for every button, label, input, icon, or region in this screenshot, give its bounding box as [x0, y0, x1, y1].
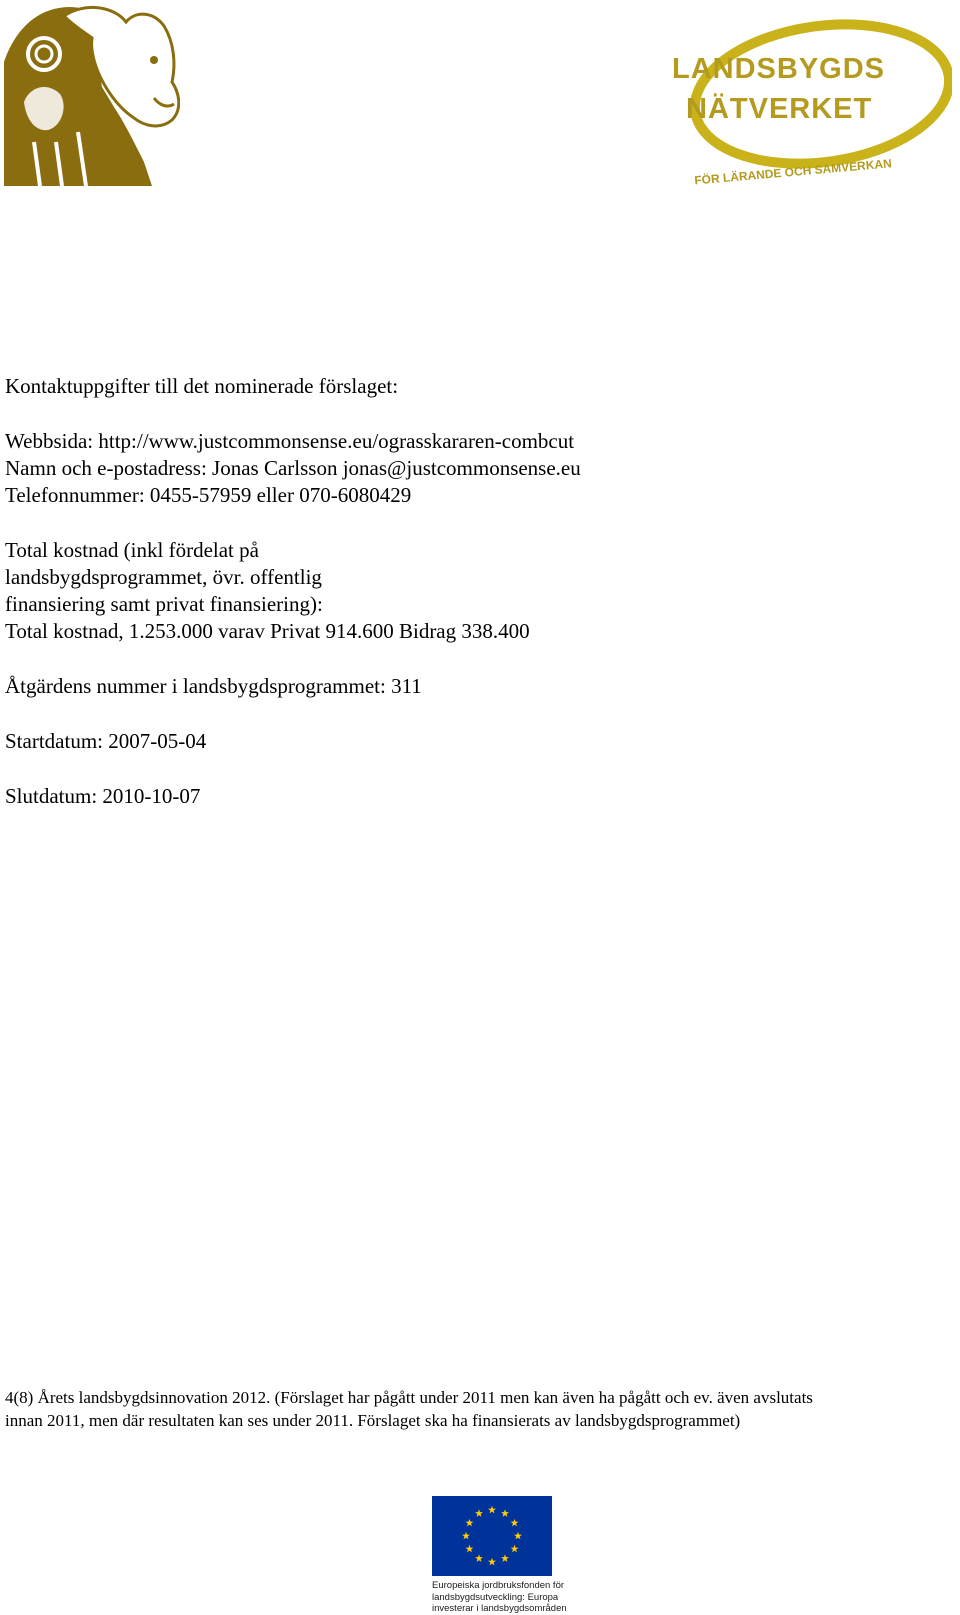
- sheep-logo-icon: [4, 2, 180, 186]
- eu-caption-line2: landsbygdsutveckling: Europa: [432, 1591, 559, 1603]
- cost-label-line2: landsbygdsprogrammet, övr. offentlig: [5, 565, 322, 589]
- footnote-line2: innan 2011, men där resultaten kan ses under 2011. Förslaget ska ha finansierats av landsbygdsprogrammet): [5, 1411, 741, 1430]
- end-date: Slutdatum: 2010-10-07: [5, 784, 201, 808]
- eu-caption-line3: investerar i landsbygdsområden: [432, 1603, 567, 1614]
- logo-line2: NÄTVERKET: [686, 93, 873, 125]
- contact-website: Webbsida: http://www.justcommonsense.eu/ograsskararen-combcut: [5, 429, 575, 453]
- eu-caption: [432, 1580, 572, 1615]
- contact-phone: Telefonnummer: 0455-57959 eller 070-6080429: [5, 483, 412, 507]
- cost-label-line1: Total kostnad (inkl fördelat på: [5, 538, 259, 562]
- logo-tagline: FÖR LÄRANDE OCH SAMVERKAN: [693, 156, 893, 188]
- landsbygdsnatverket-logo: [672, 14, 952, 196]
- measure-number: Åtgärdens nummer i landsbygdsprogrammet: 311: [5, 674, 422, 698]
- cost-label-line3: finansiering samt privat finansiering):: [5, 592, 323, 616]
- footnote-line1: 4(8) Årets landsbygdsinnovation 2012. (Förslaget har pågått under 2011 men kan även ha pågått och ev. även avslutats: [5, 1388, 813, 1407]
- logo-line1: LANDSBYGDS: [672, 53, 886, 85]
- contact-name-email: Namn och e-postadress: Jonas Carlsson jonas@justcommonsense.eu: [5, 456, 581, 480]
- eu-flag-icon: [432, 1496, 552, 1576]
- cost-value: Total kostnad, 1.253.000 varav Privat 914.600 Bidrag 338.400: [5, 619, 530, 643]
- start-date: Startdatum: 2007-05-04: [5, 729, 207, 753]
- eu-caption-line1: Europeiska jordbruksfonden för: [432, 1580, 565, 1591]
- contact-heading: Kontaktuppgifter till det nominerade förslaget:: [5, 374, 399, 398]
